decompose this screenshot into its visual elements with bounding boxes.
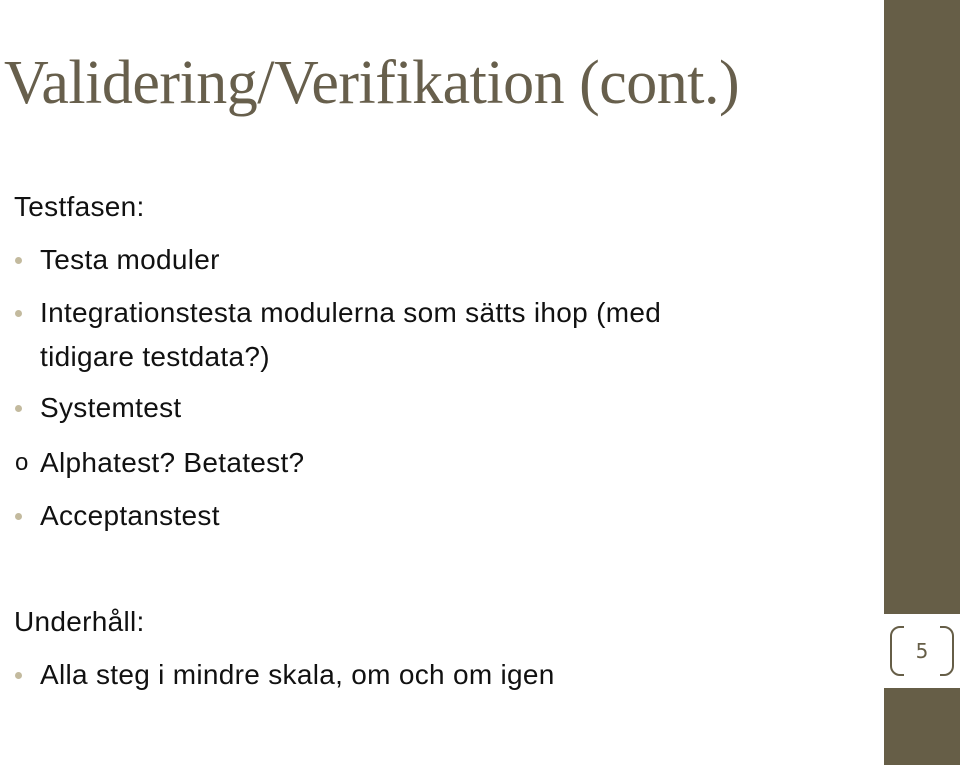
list-item-integrationstesta: Integrationstesta modulerna som sätts ihop (med xyxy=(40,297,662,328)
bullet-icon xyxy=(15,513,22,520)
slide-title: Validering/Verifikation (cont.) xyxy=(4,49,740,117)
section-heading-testfasen: Testfasen: xyxy=(14,191,145,222)
bullet-icon xyxy=(15,257,22,264)
list-item-systemtest: Systemtest xyxy=(40,392,182,423)
list-item-alphatest-betatest: Alphatest? Betatest? xyxy=(40,447,305,478)
list-item-alla-steg: Alla steg i mindre skala, om och om igen xyxy=(40,659,555,690)
list-item-integrationstesta-continued: tidigare testdata?) xyxy=(40,341,270,372)
page-number: 5 xyxy=(915,639,929,663)
section-heading-underhall: Underhåll: xyxy=(14,606,145,637)
bullet-icon xyxy=(15,672,22,679)
sub-bullet-icon: o xyxy=(15,449,29,476)
bullet-icon xyxy=(15,405,22,412)
list-item-testa-moduler: Testa moduler xyxy=(40,244,220,275)
bullet-icon xyxy=(15,310,22,317)
list-item-acceptanstest: Acceptanstest xyxy=(40,500,220,531)
